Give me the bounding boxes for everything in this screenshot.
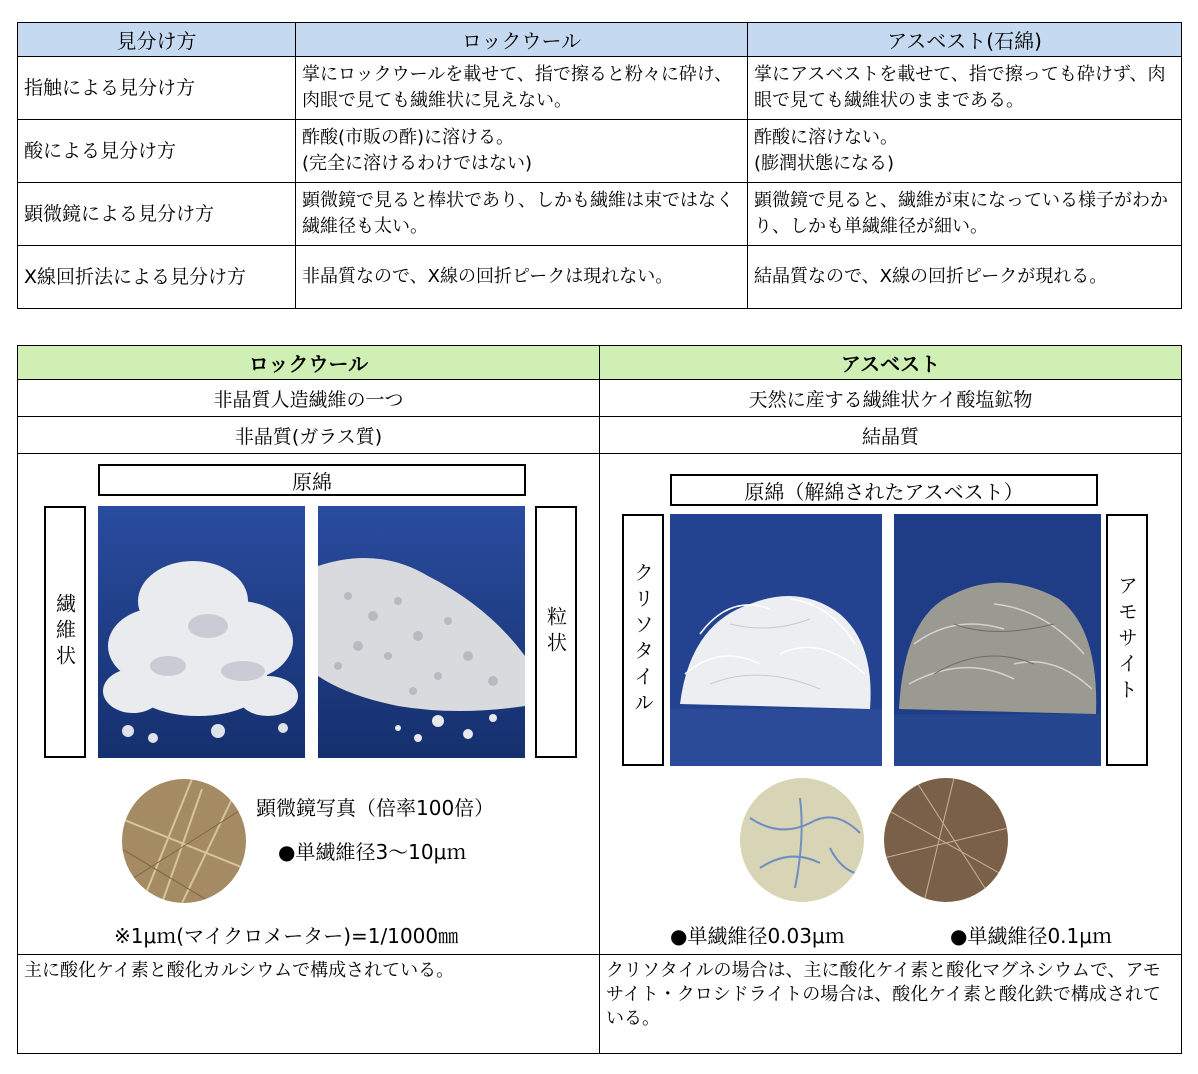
fibrous-rockwool-photo [98, 506, 305, 758]
table-row [18, 120, 1182, 183]
rockwool-micrograph [122, 779, 246, 903]
header-rockwool: ロックウール [18, 346, 600, 380]
granular-rockwool-photo [318, 506, 525, 758]
image-row [18, 454, 1182, 955]
table-header-row [18, 23, 1182, 57]
row-asbestos-text: 顕微鏡で見ると、繊維が束になっている様子がわかり、しかも単繊維径が細い。 [748, 183, 1182, 246]
row-method-label: 酸による見分け方 [18, 120, 296, 183]
row-method-label: 顕微鏡による見分け方 [18, 183, 296, 246]
chrysotile-label: クリソタイル [622, 514, 664, 766]
amosite-label: アモサイト [1106, 514, 1148, 766]
row-asbestos-text: 掌にアスベストを載せて、指で擦っても砕けず、肉眼で見ても繊維状のままである。 [748, 57, 1182, 120]
fibrous-label: 繊維状 [44, 506, 86, 758]
asbestos-box-label: 原綿（解綿されたアスベスト） [670, 474, 1098, 506]
header-method: 見分け方 [18, 23, 296, 57]
row-method-label: X線回折法による見分け方 [18, 246, 296, 309]
micrometer-note: ※1μｍ(マイクロメーター)=1/1000㎜ [114, 924, 459, 948]
rockwool-fiber-diameter: ●単繊維径3～10μｍ [278, 840, 467, 864]
chrysotile-photo [670, 514, 882, 766]
table-row [18, 417, 1182, 454]
asbestos-panel [600, 454, 1182, 955]
header-asbestos: アスベスト(石綿) [748, 23, 1182, 57]
header-rockwool: ロックウール [296, 23, 748, 57]
granular-label: 粒状 [535, 506, 577, 758]
table-row [18, 183, 1182, 246]
type-asbestos: 天然に産する繊維状ケイ酸塩鉱物 [600, 380, 1182, 417]
row-rockwool-text: 掌にロックウールを載せて、指で擦ると粉々に砕け、肉眼で見ても繊維状に見えない。 [296, 57, 748, 120]
crystal-rockwool: 非晶質(ガラス質) [18, 417, 600, 454]
asbestos-composition: クリソタイルの場合は、主に酸化ケイ素と酸化マグネシウムで、アモサイト・クロシドライトの場合は、酸化ケイ素と酸化鉄で構成されている。 [600, 955, 1182, 1054]
header-asbestos: アスベスト [600, 346, 1182, 380]
rockwool-box-label: 原綿 [98, 464, 526, 496]
rockwool-panel [18, 454, 600, 955]
crystal-asbestos: 結晶質 [600, 417, 1182, 454]
row-rockwool-text: 非晶質なので、X線の回折ピークは現れない。 [296, 246, 748, 309]
table-row [18, 57, 1182, 120]
amosite-micrograph [884, 778, 1008, 902]
micrograph-caption: 顕微鏡写真（倍率100倍） [256, 796, 495, 820]
comparison-table [17, 345, 1182, 1054]
row-method-label: 指触による見分け方 [18, 57, 296, 120]
rockwool-composition: 主に酸化ケイ素と酸化カルシウムで構成されている。 [18, 955, 600, 1054]
amosite-photo [894, 514, 1101, 766]
identification-methods-table [17, 22, 1182, 309]
table-row [18, 380, 1182, 417]
type-rockwool: 非晶質人造繊維の一つ [18, 380, 600, 417]
row-asbestos-text: 結晶質なので、X線の回折ピークが現れる。 [748, 246, 1182, 309]
chrysotile-fiber-diameter: ●単繊維径0.03μｍ [670, 924, 845, 948]
row-asbestos-text: 酢酸に溶けない。 (膨潤状態になる) [748, 120, 1182, 183]
table-header-row [18, 346, 1182, 380]
row-rockwool-text: 顕微鏡で見ると棒状であり、しかも繊維は束ではなく繊維径も太い。 [296, 183, 748, 246]
table-row [18, 955, 1182, 1054]
chrysotile-micrograph [740, 778, 864, 902]
table-row [18, 246, 1182, 309]
amosite-fiber-diameter: ●単繊維径0.1μｍ [950, 924, 1112, 948]
row-rockwool-text: 酢酸(市販の酢)に溶ける。 (完全に溶けるわけではない) [296, 120, 748, 183]
